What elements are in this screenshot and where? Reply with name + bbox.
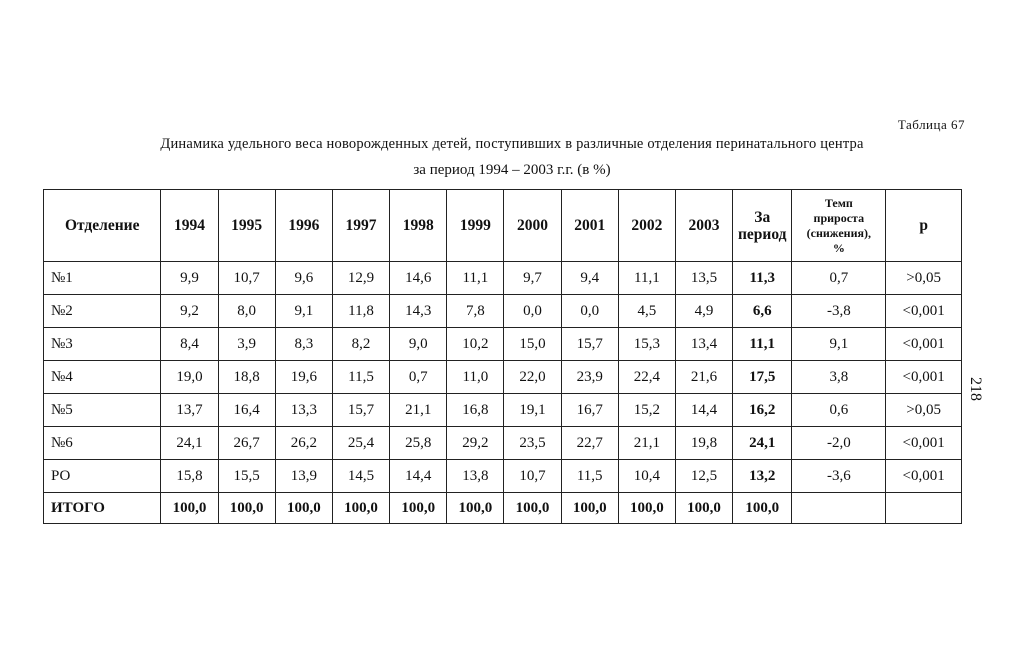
cell-value: 24,1 [161,427,218,460]
table-row [44,262,962,295]
cell-value: 11,5 [561,460,618,493]
table-row [44,394,962,427]
cell-value: 13,4 [675,328,732,361]
cell-value: 25,8 [390,427,447,460]
cell-p: >0,05 [886,394,962,427]
header-growth-line: прироста [813,210,865,225]
cell-period: 13,2 [733,460,792,493]
cell-period: 100,0 [733,493,792,524]
cell-value: 15,2 [618,394,675,427]
cell-value: 0,0 [561,295,618,328]
table-subtitle: за период 1994 – 2003 г.г. (в %) [413,162,611,178]
cell-growth: -3,8 [792,295,886,328]
cell-value: 0,0 [504,295,561,328]
cell-growth [792,493,886,524]
cell-value: 18,8 [218,361,275,394]
cell-p: <0,001 [886,361,962,394]
cell-value: 4,9 [675,295,732,328]
header-total-line: За [754,208,771,226]
table-row [44,361,962,394]
cell-value: 9,1 [275,295,332,328]
cell-growth: 9,1 [792,328,886,361]
cell-value: 21,6 [675,361,732,394]
cell-value: 13,8 [447,460,504,493]
header-year: 2002 [618,190,675,262]
header-total-period [733,190,792,262]
cell-period: 16,2 [733,394,792,427]
table-row [44,427,962,460]
cell-value: 22,0 [504,361,561,394]
cell-value: 13,5 [675,262,732,295]
cell-value: 9,0 [390,328,447,361]
cell-value: 10,2 [447,328,504,361]
cell-value: 14,5 [332,460,389,493]
header-year: 1994 [161,190,218,262]
total-row [44,493,962,524]
cell-value: 16,7 [561,394,618,427]
cell-value: 8,4 [161,328,218,361]
cell-value: 4,5 [618,295,675,328]
cell-value: 13,7 [161,394,218,427]
cell-value: 10,4 [618,460,675,493]
data-table [43,189,962,524]
cell-value: 9,9 [161,262,218,295]
table-row [44,328,962,361]
cell-value: 12,5 [675,460,732,493]
cell-period: 24,1 [733,427,792,460]
cell-value: 11,1 [447,262,504,295]
cell-value: 100,0 [161,493,218,524]
cell-value: 21,1 [390,394,447,427]
cell-department: №6 [44,427,161,460]
cell-value: 16,8 [447,394,504,427]
cell-department: №4 [44,361,161,394]
cell-growth: -3,6 [792,460,886,493]
cell-growth: -2,0 [792,427,886,460]
header-p: p [886,190,962,262]
cell-value: 11,1 [618,262,675,295]
cell-value: 7,8 [447,295,504,328]
cell-p: <0,001 [886,295,962,328]
header-year: 1998 [390,190,447,262]
cell-value: 14,6 [390,262,447,295]
cell-value: 8,0 [218,295,275,328]
cell-period: 11,3 [733,262,792,295]
table-row [44,460,962,493]
header-year: 1996 [275,190,332,262]
cell-value: 19,8 [675,427,732,460]
cell-value: 21,1 [618,427,675,460]
cell-value: 22,4 [618,361,675,394]
cell-value: 11,5 [332,361,389,394]
cell-department: №5 [44,394,161,427]
header-total-line: период [737,225,787,243]
cell-value: 15,8 [161,460,218,493]
cell-department: №1 [44,262,161,295]
cell-value: 100,0 [618,493,675,524]
cell-value: 100,0 [332,493,389,524]
cell-value: 15,0 [504,328,561,361]
cell-value: 100,0 [447,493,504,524]
cell-value: 15,5 [218,460,275,493]
table-label: Таблица 67 [897,117,965,132]
cell-value: 16,4 [218,394,275,427]
cell-value: 100,0 [675,493,732,524]
cell-value: 19,0 [161,361,218,394]
cell-value: 19,1 [504,394,561,427]
header-growth-rate [792,190,886,262]
cell-value: 8,3 [275,328,332,361]
cell-value: 100,0 [504,493,561,524]
cell-p: <0,001 [886,328,962,361]
cell-value: 3,9 [218,328,275,361]
cell-value: 14,4 [390,460,447,493]
cell-value: 9,7 [504,262,561,295]
cell-period: 11,1 [733,328,792,361]
header-growth-line: % [832,240,845,255]
cell-value: 25,4 [332,427,389,460]
cell-value: 100,0 [390,493,447,524]
header-year: 1995 [218,190,275,262]
cell-department: №3 [44,328,161,361]
cell-value: 12,9 [332,262,389,295]
header-year: 2000 [504,190,561,262]
cell-value: 11,0 [447,361,504,394]
table-title: Динамика удельного веса новорожденных детей, поступивших в различные отделения перинатального центра [160,136,864,152]
cell-value: 23,5 [504,427,561,460]
cell-value: 11,8 [332,295,389,328]
header-department: Отделение [44,190,161,262]
cell-p: >0,05 [886,262,962,295]
cell-value: 14,4 [675,394,732,427]
cell-growth: 0,6 [792,394,886,427]
header-year: 2001 [561,190,618,262]
cell-value: 26,2 [275,427,332,460]
cell-value: 100,0 [561,493,618,524]
cell-value: 23,9 [561,361,618,394]
header-year: 2003 [675,190,732,262]
cell-period: 17,5 [733,361,792,394]
header-growth-line: (снижения), [806,225,871,240]
cell-value: 29,2 [447,427,504,460]
cell-value: 10,7 [504,460,561,493]
header-year: 1999 [447,190,504,262]
header-growth-line: Темп [824,195,853,210]
cell-value: 100,0 [218,493,275,524]
cell-value: 14,3 [390,295,447,328]
cell-department: РО [44,460,161,493]
cell-p: <0,001 [886,460,962,493]
cell-value: 10,7 [218,262,275,295]
cell-value: 19,6 [275,361,332,394]
table-row [44,295,962,328]
cell-period: 6,6 [733,295,792,328]
cell-value: 9,6 [275,262,332,295]
cell-p: <0,001 [886,427,962,460]
cell-value: 9,4 [561,262,618,295]
cell-value: 100,0 [275,493,332,524]
cell-value: 13,9 [275,460,332,493]
cell-value: 15,3 [618,328,675,361]
cell-p [886,493,962,524]
header-row [44,190,962,262]
cell-value: 15,7 [332,394,389,427]
cell-value: 22,7 [561,427,618,460]
cell-department: №2 [44,295,161,328]
cell-department: ИТОГО [44,493,161,524]
cell-value: 8,2 [332,328,389,361]
page-number: 218 [967,377,984,401]
cell-value: 0,7 [390,361,447,394]
cell-growth: 3,8 [792,361,886,394]
cell-value: 26,7 [218,427,275,460]
header-year: 1997 [332,190,389,262]
cell-value: 13,3 [275,394,332,427]
cell-value: 9,2 [161,295,218,328]
cell-growth: 0,7 [792,262,886,295]
cell-value: 15,7 [561,328,618,361]
